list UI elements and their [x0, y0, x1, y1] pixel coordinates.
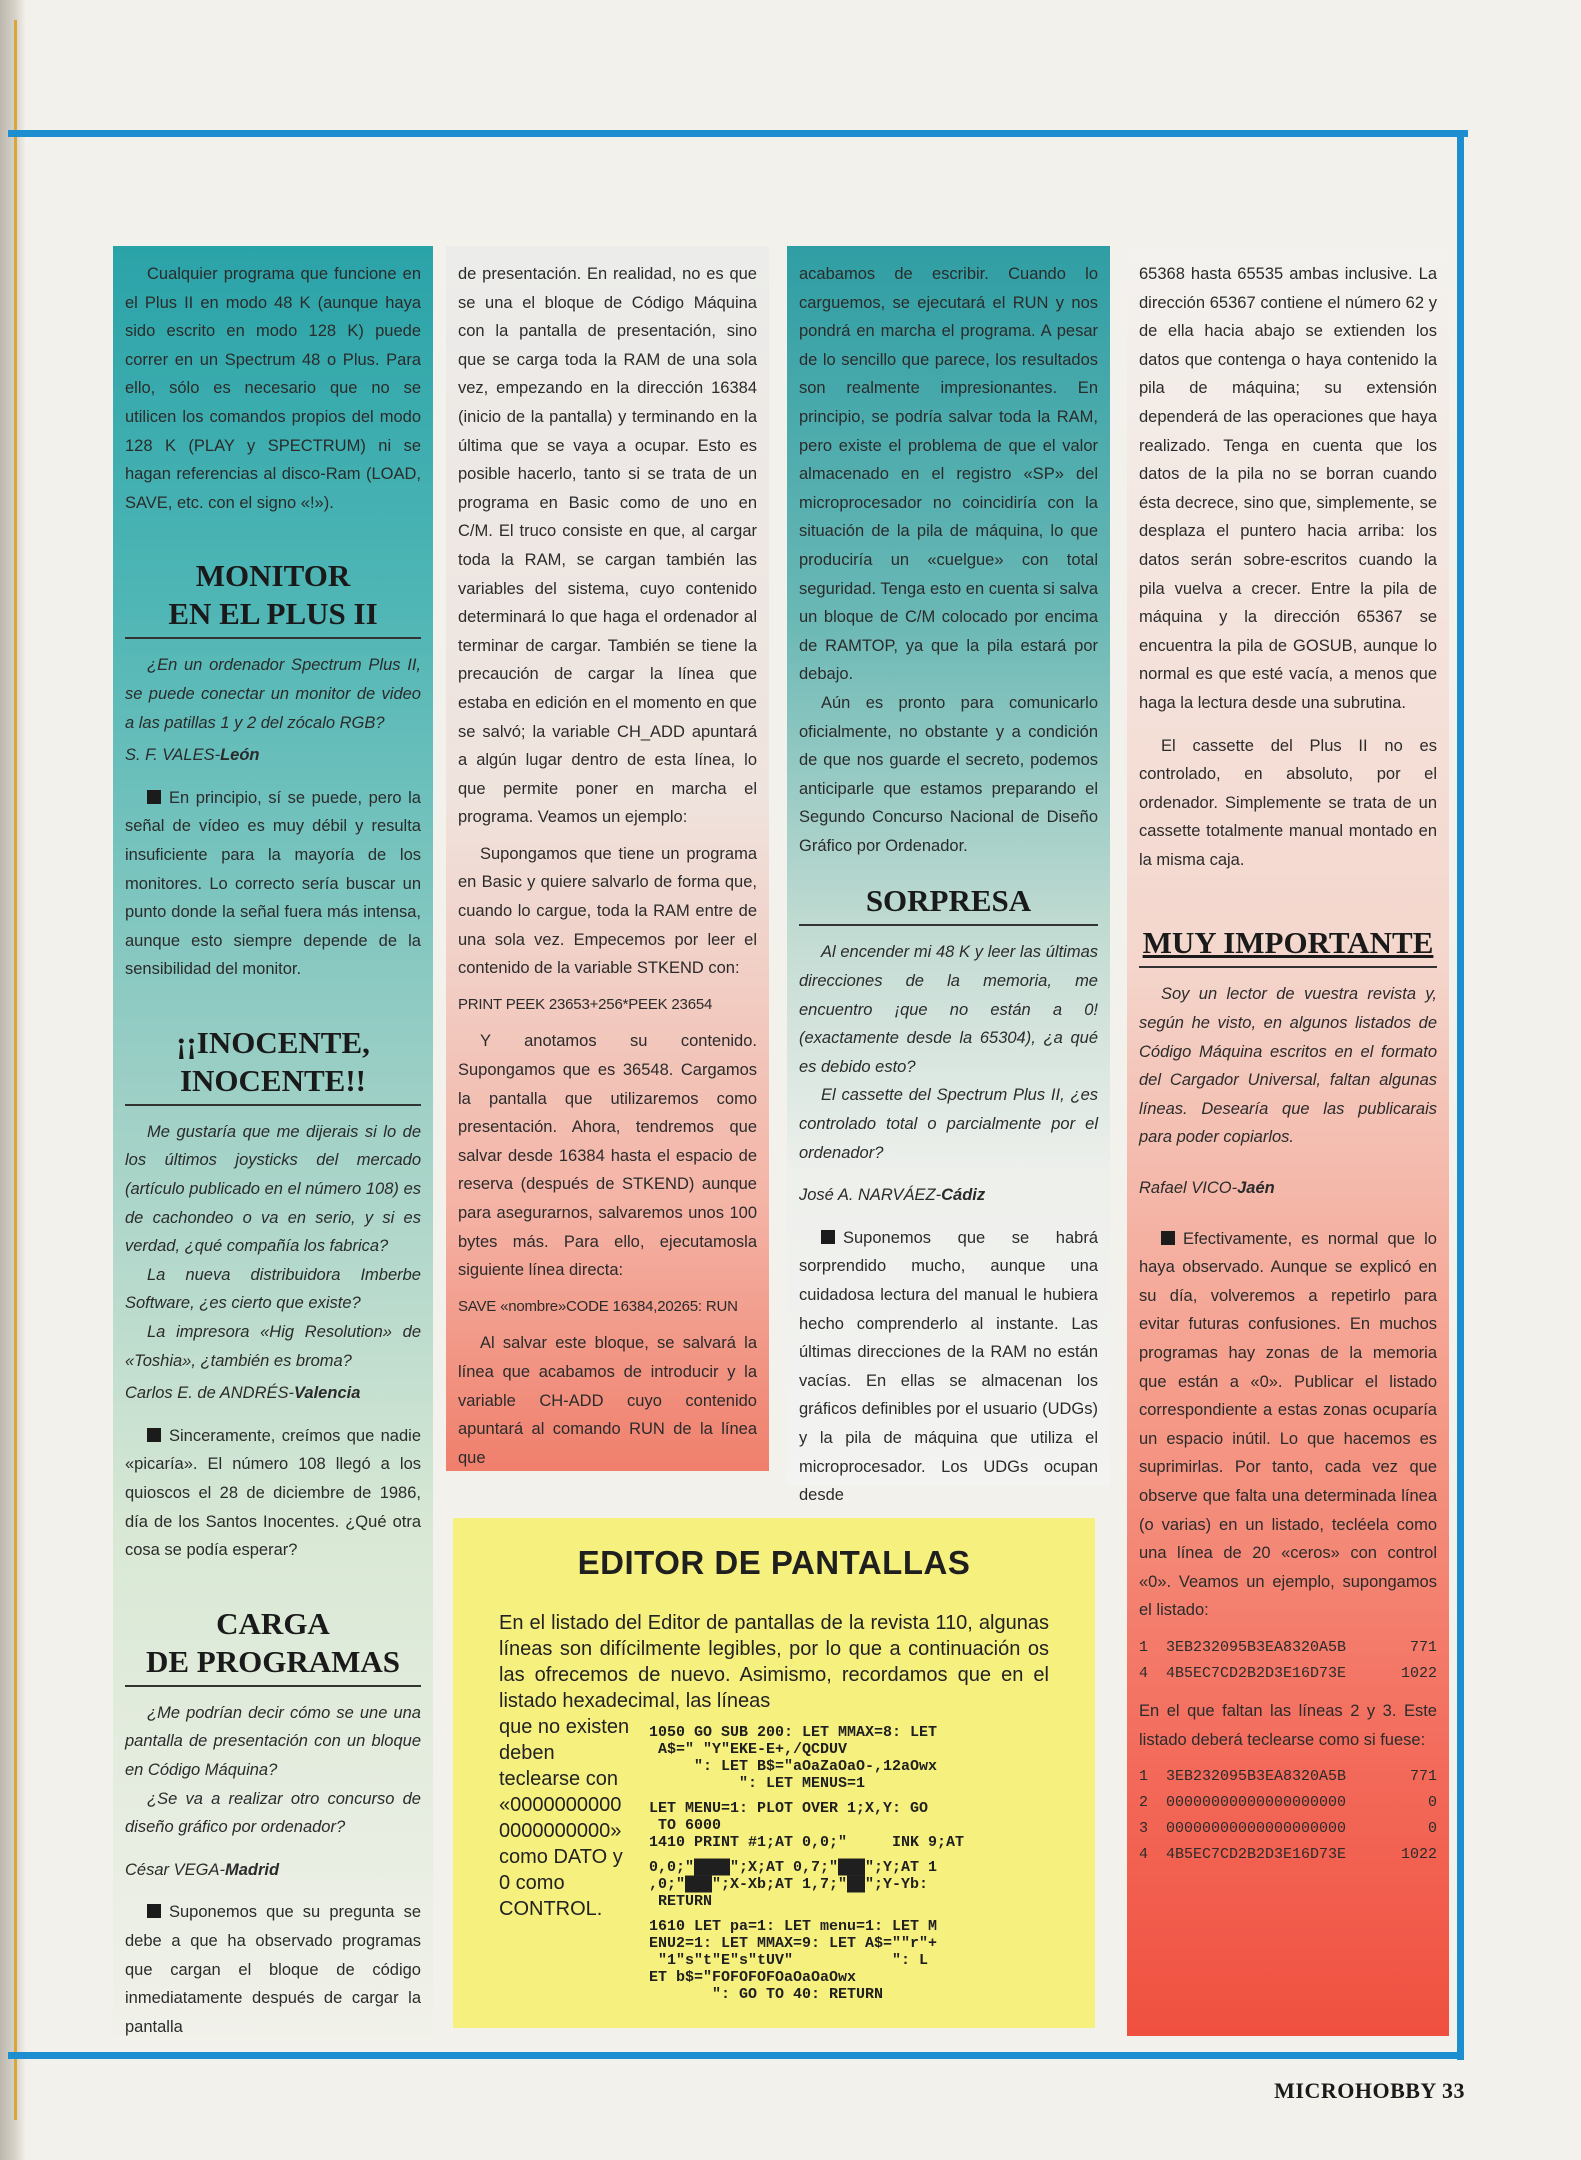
- question-carga-1: ¿Me podrían decir cómo se une una pantalla de presentación con un bloque en Código Máquina?: [125, 1703, 421, 1779]
- carga-continuation-2: acabamos de escribir. Cuando lo carguemos, se ejecutará el RUN y nos pondrá en marcha el programa. A pesar de lo sencillo que parece, los resultados son realmente impresionantes. En principio, se podría salvar toda la RAM, pero existe el problema de que el valor almacenado en el registro «SP» del microprocesador no coincidiría con la situación de la pila de máquina, lo que produciría un «cuelgue» con total seguridad. Tenga esto en cuenta si salva un bloque de C/M colocado por encima de RAMTOP, ya que la pila estará por debajo.: [799, 265, 1098, 684]
- signature-inocente: Carlos E. de ANDRÉS-Valencia: [125, 1384, 361, 1403]
- answer-bullet-icon: [1161, 1231, 1175, 1245]
- hex-code: 1 3EB232095B3EA8320A5B: [1139, 1638, 1347, 1656]
- question-muy-importante: Soy un lector de vuestra revista y, según he visto, en algunos listados de Código Máquina escritos en el formato del Cargador Universal, faltan algunas líneas. Desearía que las publicarais para poder copiarlos.: [1139, 985, 1437, 1147]
- code-block: 0,0;"████";X;AT 0,7;"███";Y;AT 1 ,0;"███";X-Xb;AT 1,7;"██";Y-Yb: RETURN: [649, 1859, 938, 1910]
- code-block: 1610 LET pa=1: LET menu=1: LET M ENU2=1: LET MMAX=9: LET A$=""r"+ "1"s"t"E"s"tUV" ": L ET b$="FOFOFOFOaOaOaOwx ": GO TO 40: RETURN: [649, 1918, 938, 2003]
- question-inocente-1: Me gustaría que me dijerais si lo de los últimos joysticks del mercado (artículo publicado en el número 108) es de cachondeo o va en serio, y si es verdad, ¿qué compañía los fabrica?: [125, 1122, 421, 1256]
- hex-code: 3 00000000000000000000: [1139, 1820, 1347, 1838]
- editor-body: [499, 1714, 1049, 2011]
- question-sorpresa-2: El cassette del Spectrum Plus II, ¿es controlado total o parcialmente por el ordenador?: [799, 1086, 1098, 1162]
- editor-left-text: que no existen deben teclearse con «0000000000 0000000000» como DATO y 0 como CONTROL.: [499, 1716, 630, 1920]
- hex-checksum: 771: [1409, 1638, 1437, 1656]
- editor-de-pantallas-box: [453, 1518, 1095, 2028]
- signature-sorpresa: José A. NARVÁEZ-Cádiz: [799, 1186, 986, 1205]
- hex-row: [1139, 1816, 1437, 1842]
- hex-checksum: 1022: [1400, 1664, 1437, 1682]
- answer-bullet-icon: [147, 1428, 161, 1442]
- answer-inocente: Sinceramente, creímos que nadie «picaría». El número 108 llegó a los quioscos el 28 de diciembre de 1986, día de los Santos Inocentes. ¿Qué otra cosa se podía esperar?: [125, 1426, 421, 1560]
- hex-checksum: 0: [1427, 1794, 1437, 1812]
- carga-paragraph-4: Al salvar este bloque, se salvará la línea que acabamos de introducir y la variable CH-ADD cuyo contenido apuntará al comando RUN de la línea que: [458, 1334, 757, 1467]
- carga-paragraph-3: Y anotamos su contenido. Supongamos que es 36548. Cargamos la pantalla que utilizaremos como presentación. Ahora, tendremos que salvar desde 16384 hasta el espacio de reserva (después de STKEND) aunque para asegurarnos, salvaremos unos 100 bytes más. Para ello, ejecutamosla siguiente línea directa:: [458, 1032, 757, 1280]
- hex-code: 2 00000000000000000000: [1139, 1794, 1347, 1812]
- hex-checksum: 1022: [1400, 1846, 1437, 1864]
- editor-title: EDITOR DE PANTALLAS: [577, 1544, 971, 1581]
- question-inocente-3: La impresora «Hig Resolution» de «Toshia», ¿también es broma?: [125, 1323, 421, 1370]
- hex-code: 4 4B5EC7CD2B2D3E16D73E: [1139, 1846, 1347, 1864]
- section-title-carga: CARGA DE PROGRAMAS: [125, 1605, 421, 1687]
- answer-muy-importante: Efectivamente, es normal que lo haya observado. Aunque se explicó en su día, volveremos a repetirlo para evitar futuras confusiones. En muchos programas hay zonas de la memoria que están a «0». Publicar el listado correspondiente a estas zonas ocuparía un espacio inútil. Lo que hacemos es suprimirlas. Por tanto, cada vez que observe que falta una determinada línea (o varias) en un listado, tecléela como una línea de 20 «ceros» con control «0». Veamos un ejemplo, supongamos el listado:: [1139, 1229, 1437, 1620]
- code-block: 1050 GO SUB 200: LET MMAX=8: LET A$=" "Y"EKE-E+,/QCDUV ": LET B$="aOaZaOaO-,12aOwx ": LET MENUS=1: [649, 1724, 938, 1792]
- section-title-sorpresa: SORPRESA: [799, 882, 1098, 926]
- signature-carga: César VEGA-Madrid: [125, 1860, 280, 1879]
- question-monitor: ¿En un ordenador Spectrum Plus II, se puede conectar un monitor de video a las patillas 1 y 2 del zócalo RGB?: [125, 656, 421, 732]
- basic-code-listing: [649, 1724, 1049, 2011]
- column-3: [787, 246, 1110, 1505]
- answer-sorpresa: Suponemos que se habrá sorprendido mucho, aunque una cuidadosa lectura del manual le hubiera hecho comprenderlo al instante. Las últimas direcciones de la RAM no están vacías. En ellas se almacenan los gráficos definibles por el usuario (UDGs) y la pila de máquina que utiliza el microprocesador. Los UDGs ocupan desde: [799, 1228, 1098, 1505]
- signature-muy-importante: Rafael VICO-Jaén: [1139, 1179, 1275, 1198]
- command-print-peek: PRINT PEEK 23653+256*PEEK 23654: [458, 995, 713, 1013]
- command-save-code: SAVE «nombre»CODE 16384,20265: RUN: [458, 1297, 738, 1315]
- signature-monitor: S. F. VALES-León: [125, 746, 260, 765]
- carga-paragraph-2: Supongamos que tiene un programa en Basic y quiere salvarlo de forma que, cuando lo cargue, toda la RAM entre de una sola vez. Empecemos por leer el contenido de la variable STKEND con:: [458, 844, 757, 978]
- hex-listing-corrected: [1139, 1764, 1437, 1868]
- intro-paragraph: Cualquier programa que funcione en el Plus II en modo 48 K (aunque haya sido escrito en modo 128 K) puede correr en un Spectrum 48 o Plus. Para ello, sólo es necesario que no se utilicen los comandos propios del modo 128 K (PLAY y SPECTRUM) ni se hagan referencias al disco-Ram (LOAD, SAVE, etc. con el signo «!»).: [125, 265, 421, 512]
- hex-listing-example: [1139, 1635, 1437, 1687]
- hex-code: 1 3EB232095B3EA8320A5B: [1139, 1768, 1347, 1786]
- page-number: 33: [1442, 2078, 1465, 2103]
- hex-code: 4 4B5EC7CD2B2D3E16D73E: [1139, 1664, 1347, 1682]
- hex-explanation: En el que faltan las líneas 2 y 3. Este listado deberá teclearse como si fuese:: [1139, 1701, 1437, 1749]
- cassette-paragraph: El cassette del Plus II no es controlado, en absoluto, por el ordenador. Simplemente se trata de un cassette totalmente manual montado en la misma caja.: [1139, 736, 1437, 869]
- answer-bullet-icon: [147, 790, 161, 804]
- frame-right-border: [1457, 130, 1464, 2060]
- section-title-monitor: MONITOR EN EL PLUS II: [125, 557, 421, 639]
- hex-row: [1139, 1635, 1437, 1661]
- editor-intro: En el listado del Editor de pantallas de la revista 110, algunas líneas son difícilmente legibles, por lo que a continuación os las ofrecemos de nuevo. Asimismo, recordamos que en el listado hexadecimal, las líneas: [499, 1612, 1049, 1712]
- hex-row: [1139, 1842, 1437, 1868]
- column-2: [446, 246, 769, 1471]
- carga-continuation-paragraph: de presentación. En realidad, no es que se una el bloque de Código Máquina con la pantalla de presentación, sino que se carga toda la RAM de una sola vez, empezando en la dirección 16384 (inicio de la pantalla) y terminando en la última que se vaya a ocupar. Esto es posible hacerlo, tanto si se trata de un programa en Basic como de uno en C/M. El truco consiste en que, al cargar toda la RAM, se cargan también las variables del sistema, cuyo contenido determinará lo que haga el ordenador al terminar de cargar. También se tiene la precaución de cargar la línea que estaba en edición en el momento en que se salvó; la variable CH_ADD apuntará a algún lugar dentro de esta línea, lo que permite poner en marcha el programa. Veamos un ejemplo:: [458, 265, 757, 827]
- frame-bottom-border: [8, 2052, 1464, 2059]
- section-title-muy-importante: MUY IMPORTANTE: [1139, 924, 1437, 968]
- magazine-name: MICROHOBBY: [1274, 2078, 1436, 2103]
- hex-row: [1139, 1790, 1437, 1816]
- hex-checksum: 0: [1427, 1820, 1437, 1838]
- answer-monitor: En principio, sí se puede, pero la señal de vídeo es muy débil y resulta insuficiente para la mayoría de los monitores. Lo correcto sería buscar un punto donde la señal fuera más intensa, aunque esto siempre depende de la sensibilidad del monitor.: [125, 788, 421, 979]
- spine-binding-line: [14, 20, 17, 2120]
- hex-row: [1139, 1764, 1437, 1790]
- sorpresa-continuation: 65368 hasta 65535 ambas inclusive. La dirección 65367 contiene el número 62 y de ella hacia abajo se extienden los datos que contenga o haya contenido la pila de máquina; su extensión dependerá de las operaciones que haya realizado. Tenga en cuenta que los datos de la pila no se borran cuando ésta decrece, sino que, simplemente, se desplaza el puntero hacia arriba: los datos serán sobre-escritos cuando la pila vuelva a crecer. Entre la pila de máquina y la dirección 65367 se encuentra la pila de GOSUB, aunque lo normal es que esté vacía, a menos que haga la lectura desde una subrutina.: [1139, 265, 1437, 712]
- hex-checksum: 771: [1409, 1768, 1437, 1786]
- question-inocente-2: La nueva distribuidora Imberbe Software, ¿es cierto que existe?: [125, 1265, 421, 1313]
- question-sorpresa-1: Al encender mi 48 K y leer las últimas direcciones de la memoria, me encuentro ¡que no están a 0! (exactamente desde la 65304), ¿a qué es debido esto?: [799, 943, 1098, 1076]
- section-title-inocente: ¡¡INOCENTE, INOCENTE!!: [125, 1024, 421, 1106]
- answer-carga: Suponemos que su pregunta se debe a que ha observado programas que cargan el bloque de código inmediatamente después de cargar la pantalla: [125, 1903, 421, 2036]
- answer-bullet-icon: [821, 1230, 835, 1244]
- code-block: LET MENU=1: PLOT OVER 1;X,Y: GO TO 6000 1410 PRINT #1;AT 0,0;" INK 9;AT: [649, 1800, 965, 1851]
- column-4: [1127, 246, 1449, 2036]
- question-carga-2: ¿Se va a realizar otro concurso de diseño gráfico por ordenador?: [125, 1789, 421, 1837]
- hex-row: [1139, 1661, 1437, 1687]
- concurso-paragraph: Aún es pronto para comunicarlo oficialmente, no obstante y a condición de que nos guarde el secreto, podemos anticiparle que estamos preparando el Segundo Concurso Nacional de Diseño Gráfico por Ordenador.: [799, 693, 1098, 855]
- column-1: [113, 246, 433, 2036]
- page-spine: [0, 0, 26, 2160]
- page-footer: [1274, 2078, 1465, 2104]
- answer-bullet-icon: [147, 1904, 161, 1918]
- frame-top-border: [8, 130, 1468, 137]
